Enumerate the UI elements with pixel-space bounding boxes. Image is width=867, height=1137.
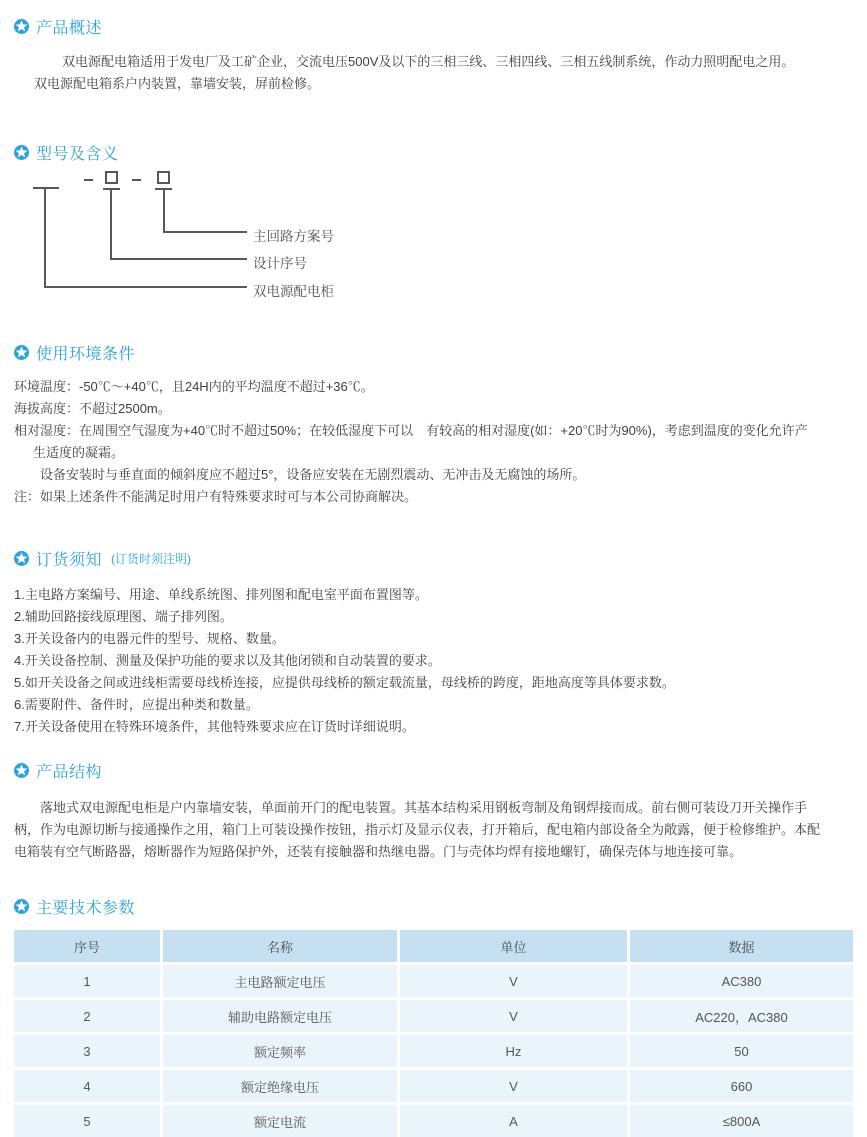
section-ordering-header [0, 547, 867, 570]
section-title-parameters: 主要技术参数 [36, 900, 136, 917]
ordering-item: 4.开关设备控制、测量及保护功能的要求以及其他闭锁和自动装置的要求。 [14, 653, 441, 668]
section-structure-header [0, 759, 867, 782]
table-cell-value: 660 [630, 1070, 853, 1102]
table-cell-value: 50 [630, 1035, 853, 1067]
model-dash [132, 179, 141, 181]
star-icon [14, 19, 29, 34]
structure-line: 电箱装有空气断路器，熔断器作为短路保护外，还装有接触器和热继电器。门与壳体均焊有接地螺钉，确保壳体与地连接可靠。 [14, 844, 743, 859]
ordering-item: 1.主电路方案编号、用途、单线系统图、排列图和配电室平面布置图等。 [14, 587, 428, 602]
table-cell-value: AC380 [630, 965, 853, 997]
model-box-scheme [157, 171, 170, 184]
section-parameters [0, 895, 867, 1137]
table-cell-value: AC220，AC380 [630, 1000, 853, 1032]
model-label-cabinet: 双电源配电柜 [253, 284, 334, 299]
star-icon [14, 145, 29, 160]
overview-line: 双电源配电箱适用于发电厂及工矿企业，交流电压500V及以下的三相三线、三相四线、三相五线制系统，作动力照明配电之用。 [62, 54, 795, 69]
section-parameters-header [0, 895, 867, 918]
section-title-model: 型号及含义 [36, 146, 119, 163]
leader-line [163, 189, 165, 233]
section-title-structure: 产品结构 [36, 764, 103, 781]
table-cell-name: 额定电流 [163, 1105, 397, 1137]
table-cell-unit: V [400, 965, 627, 997]
table-cell-name: 辅助电路额定电压 [163, 1000, 397, 1032]
star-icon [14, 551, 29, 566]
table-header-unit: 单位 [400, 930, 627, 962]
table-cell-unit: V [400, 1000, 627, 1032]
leader-line [44, 189, 46, 288]
overview-line: 双电源配电箱系户内装置，靠墙安装，屏前检修。 [34, 76, 321, 91]
model-diagram [0, 168, 867, 318]
table-cell-value: ≤800A [630, 1105, 853, 1137]
table-cell-index: 1 [14, 965, 160, 997]
table-cell-index: 3 [14, 1035, 160, 1067]
table-cell-index: 2 [14, 1000, 160, 1032]
table-header-name: 名称 [163, 930, 397, 962]
environment-line: 环境温度：-50℃～+40℃，且24H内的平均温度不超过+36℃。 [14, 379, 374, 394]
parameters-table [14, 930, 853, 1137]
overview-paragraph [0, 51, 867, 95]
ordering-item: 2.辅助回路接线原理图、端子排列图。 [14, 609, 233, 624]
section-model [0, 141, 867, 318]
table-cell-name: 主电路额定电压 [163, 965, 397, 997]
star-icon [14, 763, 29, 778]
leader-line [110, 189, 112, 260]
section-environment [0, 341, 867, 508]
ordering-item: 6.需要附件、备件时，应提出种类和数量。 [14, 697, 259, 712]
table-cell-unit: Hz [400, 1035, 627, 1067]
model-label-design: 设计序号 [253, 256, 307, 271]
star-icon [14, 345, 29, 360]
environment-line: 海拔高度：不超过2500m。 [14, 401, 171, 416]
environment-line: 设备安装时与垂直面的倾斜度应不超过5°，设备应安装在无剧烈震动、无冲击及无腐蚀的场所。 [40, 467, 586, 482]
table-cell-name: 额定频率 [163, 1035, 397, 1067]
environment-paragraph [0, 376, 867, 508]
ordering-item: 5.如开关设备之间或进线柜需要母线桥连接，应提供母线桥的额定载流量，母线桥的跨度，距地高度等具体要求数。 [14, 675, 675, 690]
table-row [14, 1035, 853, 1067]
leader-line [110, 258, 247, 260]
ordering-item: 3.开关设备内的电器元件的型号、规格、数量。 [14, 631, 285, 646]
table-row [14, 1070, 853, 1102]
environment-note: 注：如果上述条件不能满足时用户有特殊要求时可与本公司协商解决。 [14, 489, 418, 504]
model-dash [84, 179, 93, 181]
section-title-ordering: 订货须知 [36, 552, 103, 569]
leader-line [163, 231, 247, 233]
model-box-design [105, 171, 118, 184]
table-cell-unit: A [400, 1105, 627, 1137]
section-subtitle-ordering: (订货时须注明) [111, 552, 192, 566]
model-base-line [33, 187, 59, 189]
table-cell-unit: V [400, 1070, 627, 1102]
section-ordering [0, 547, 867, 738]
table-cell-index: 4 [14, 1070, 160, 1102]
ordering-item: 7.开关设备使用在特殊环境条件，其他特殊要求应在订货时详细说明。 [14, 719, 415, 734]
table-cell-index: 5 [14, 1105, 160, 1137]
structure-line: 柄，作为电源切断与接通操作之用，箱门上可装设操作按钮，指示灯及显示仪表，打开箱后，配电箱内部设备全为敞露，便于检修维护。本配 [14, 822, 821, 837]
section-structure [0, 759, 867, 863]
section-overview [0, 15, 867, 95]
table-header-row [14, 930, 853, 962]
table-cell-name: 额定绝缘电压 [163, 1070, 397, 1102]
environment-line: 相对湿度：在周围空气湿度为+40℃时不超过50%；在较低湿度下可以 有较高的相对湿度(如：+20℃时为90%)，考虑到温度的变化允许产 [14, 423, 808, 438]
section-model-header [0, 141, 867, 164]
table-header-index: 序号 [14, 930, 160, 962]
table-row [14, 965, 853, 997]
table-row [14, 1105, 853, 1137]
section-title-environment: 使用环境条件 [36, 346, 136, 363]
ordering-list [0, 584, 867, 738]
structure-paragraph [0, 797, 867, 863]
section-title-overview: 产品概述 [36, 20, 103, 37]
star-icon [14, 899, 29, 914]
table-row [14, 1000, 853, 1032]
model-label-scheme: 主回路方案号 [253, 229, 334, 244]
environment-line: 生适度的凝霜。 [33, 445, 125, 460]
leader-line [44, 286, 247, 288]
table-header-value: 数据 [630, 930, 853, 962]
section-overview-header [0, 15, 867, 38]
structure-line: 落地式双电源配电柜是户内靠墙安装，单面前开门的配电装置。其基本结构采用钢板弯制及角钢焊接而成。前右侧可装设刀开关操作手 [40, 800, 808, 815]
section-environment-header [0, 341, 867, 364]
